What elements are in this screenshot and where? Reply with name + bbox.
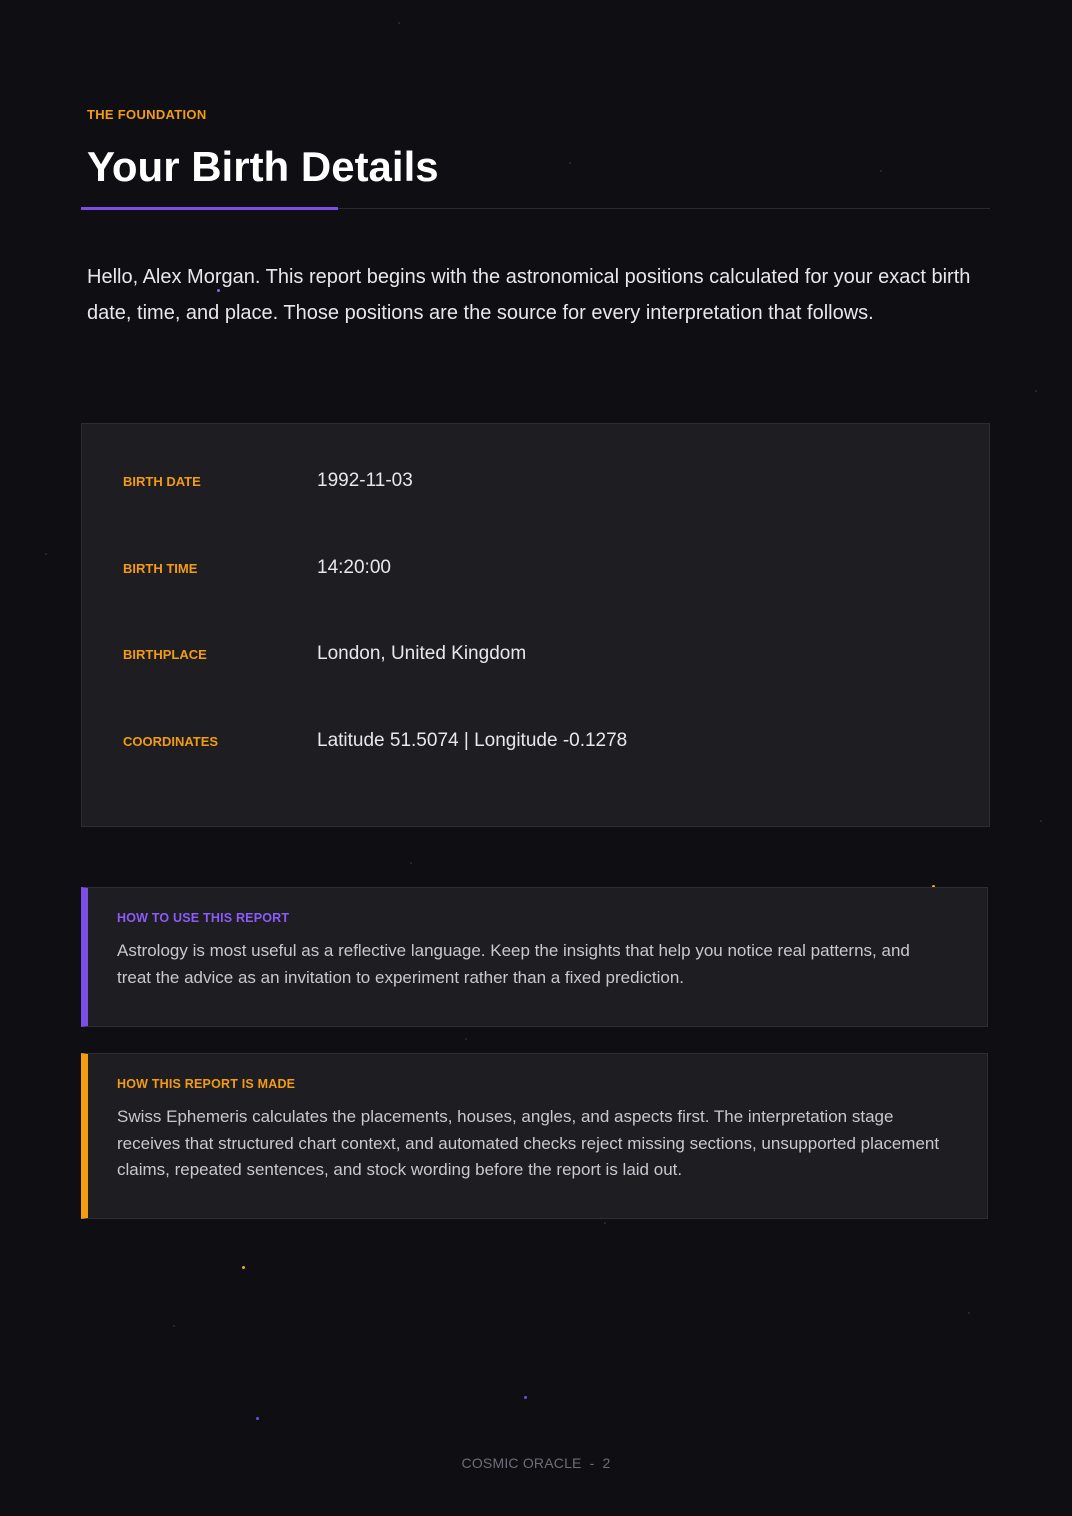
detail-value: 14:20:00	[317, 557, 391, 578]
detail-row-coordinates	[123, 730, 963, 754]
detail-label: BIRTHPLACE	[123, 647, 207, 662]
star-speck	[242, 1266, 245, 1269]
detail-row-birth-time	[123, 557, 963, 581]
detail-value: 1992-11-03	[317, 470, 413, 491]
page-number: 2	[602, 1455, 611, 1471]
star-speck	[410, 862, 412, 864]
star-speck	[524, 1396, 527, 1399]
birth-details-card	[81, 423, 990, 827]
detail-label: BIRTH TIME	[123, 561, 198, 576]
detail-row-birthplace	[123, 643, 963, 667]
footer-separator: -	[589, 1455, 595, 1471]
star-speck	[880, 170, 882, 172]
star-speck	[173, 1325, 175, 1327]
star-speck	[1040, 820, 1042, 822]
star-speck	[569, 162, 571, 164]
star-speck	[604, 1222, 606, 1224]
detail-row-birth-date	[123, 470, 963, 494]
detail-label: BIRTH DATE	[123, 474, 201, 489]
star-speck	[256, 1417, 259, 1420]
note-how-made	[81, 1053, 988, 1219]
star-speck	[465, 1038, 467, 1040]
star-speck	[398, 22, 400, 24]
note-title: HOW TO USE THIS REPORT	[117, 911, 290, 925]
title-divider-accent	[81, 207, 338, 210]
note-how-to-use	[81, 887, 988, 1027]
star-speck	[45, 553, 47, 555]
star-speck	[1035, 390, 1037, 392]
note-title: HOW THIS REPORT IS MADE	[117, 1077, 296, 1091]
note-body: Swiss Ephemeris calculates the placements, houses, angles, and aspects first. The interpretation stage receives that structured chart context, and automated checks reject missing sections, unsupported placement claims, repeated sentences, and stock wording before the report is laid out.	[117, 1107, 940, 1179]
detail-value: Latitude 51.5074 | Longitude -0.1278	[317, 730, 628, 751]
footer-brand: COSMIC ORACLE	[461, 1455, 582, 1471]
star-speck	[968, 1312, 970, 1314]
page-footer	[0, 1455, 1072, 1471]
note-body: Astrology is most useful as a reflective language. Keep the insights that help you notice real patterns, and treat the advice as an invitation to experiment rather than a fixed prediction.	[117, 941, 910, 987]
detail-value: London, United Kingdom	[317, 643, 527, 664]
intro-paragraph: Hello, Alex Morgan. This report begins with the astronomical positions calculated for your exact birth date, time, and place. Those positions are the source for every interpretation that follows.	[87, 266, 971, 324]
detail-label: COORDINATES	[123, 734, 219, 749]
page-title: Your Birth Details	[87, 143, 439, 190]
section-eyebrow: THE FOUNDATION	[87, 107, 207, 122]
